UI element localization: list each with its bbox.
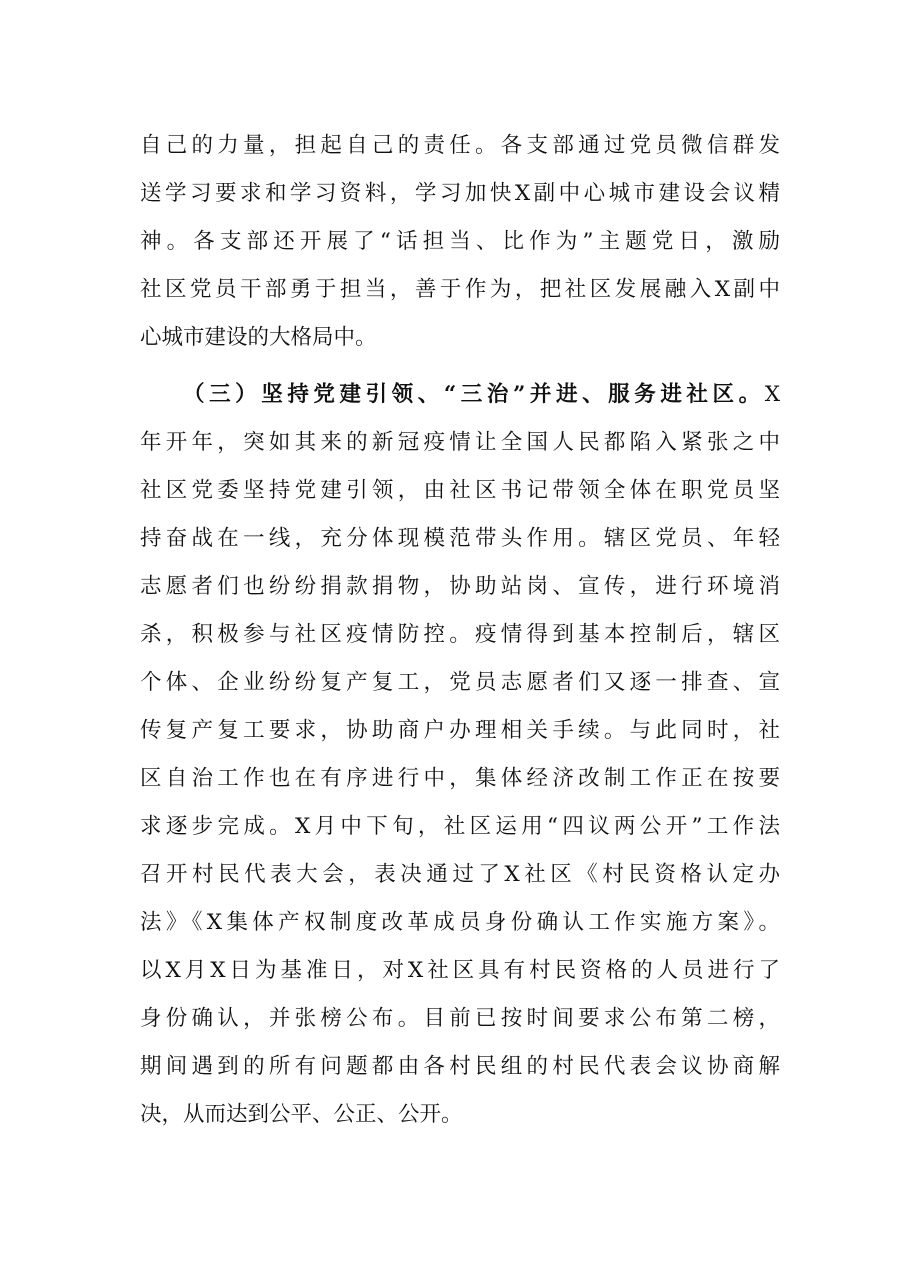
paragraph-line: 以X月X日为基准日，对X社区具有村民资格的人员进行了: [140, 958, 780, 983]
paragraph-1: [140, 122, 780, 362]
paragraph-line: 期间遇到的所有问题都由各村民组的村民代表会议协商解: [140, 1054, 780, 1079]
paragraph-line: 自己的力量，担起自己的责任。各支部通过党员微信群发: [140, 133, 780, 158]
paragraph-line: 杀，积极参与社区疫情防控。疫情得到基本控制后，辖区: [140, 622, 780, 647]
paragraph-2: [140, 371, 780, 1139]
paragraph-heading-line: [140, 371, 780, 419]
paragraph-spacer: [140, 362, 780, 371]
paragraph-line: 召开村民代表大会，表决通过了X社区《村民资格认定办: [140, 862, 780, 887]
paragraph-line: 社区党委坚持党建引领，由社区书记带领全体在职党员坚: [140, 478, 780, 503]
paragraph-line: 区自治工作也在有序进行中，集体经济改制工作正在按要: [140, 766, 780, 791]
paragraph-line: 个体、企业纷纷复产复工，党员志愿者们又逐一排查、宣: [140, 670, 780, 695]
paragraph-line: 求逐步完成。X月中下旬，社区运用“四议两公开”工作法: [140, 814, 780, 839]
paragraph-line: 志愿者们也纷纷捐款捐物，协助站岗、宣传，进行环境消: [140, 574, 780, 599]
paragraph-line: 送学习要求和学习资料，学习加快X副中心城市建设会议精: [140, 181, 780, 206]
paragraph-line: 传复产复工要求，协助商户办理相关手续。与此同时，社: [140, 718, 780, 743]
paragraph-line: 社区党员干部勇于担当，善于作为，把社区发展融入X副中: [140, 277, 780, 302]
heading-line-rest: X: [764, 382, 780, 407]
paragraph-line: 持奋战在一线，充分体现模范带头作用。辖区党员、年轻: [140, 526, 780, 551]
paragraph-line: 身份确认，并张榜公布。目前已按时间要求公布第二榜，: [140, 1006, 780, 1031]
document-body: [140, 122, 780, 1139]
paragraph-line: 决，从而达到公平、公正、公开。: [140, 1102, 463, 1127]
paragraph-line: 法》《X集体产权制度改革成员身份确认工作实施方案》。: [140, 910, 780, 935]
paragraph-line: 心城市建设的大格局中。: [140, 325, 377, 350]
paragraph-line: 神。各支部还开展了“话担当、比作为”主题党日，激励: [140, 229, 780, 254]
paragraph-line: 年开年，突如其来的新冠疫情让全国人民都陷入紧张之中: [140, 430, 780, 455]
section-heading: （三）坚持党建引领、“三治”并进、服务进社区。: [183, 382, 765, 407]
